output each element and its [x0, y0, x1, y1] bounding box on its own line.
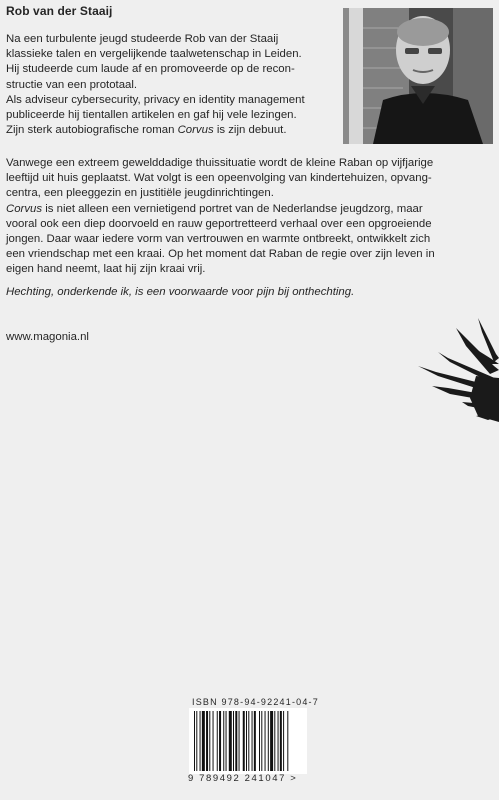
- author-name: Rob van der Staaij: [6, 4, 113, 18]
- author-portrait-image: [343, 8, 493, 144]
- barcode: [189, 708, 307, 774]
- blurb-paragraph: [6, 156, 491, 278]
- bio-paragraph-2: [6, 93, 334, 139]
- book-title: Corvus: [177, 124, 214, 137]
- barcode-bars: [194, 711, 302, 771]
- blurb-line: Vanwege een extreem gewelddadige thuissituatie wordt de kleine Raban op vijfjarige: [6, 157, 434, 169]
- blurb-line: vooral ook een diep doorvoeld en rauw geportretteerd verhaal over een opgroeiende: [6, 217, 432, 230]
- blurb-line: eigen hand neemt, laat hij zijn kraai vrij.: [6, 263, 206, 276]
- isbn-label: ISBN 978-94-92241-04-7: [192, 697, 319, 707]
- crow-feather-illustration: [378, 318, 499, 428]
- bio-paragraph-1: [6, 32, 334, 93]
- bio-line: Als adviseur cybersecurity, privacy en identity management: [6, 93, 305, 106]
- author-bio: [6, 32, 334, 138]
- book-title: Corvus: [6, 202, 43, 215]
- blurb-line: is niet alleen een vernietigend portret van de Nederlandse jeugdzorg, maar: [42, 202, 423, 215]
- bio-line: publiceerde hij tientallen artikelen en gaf hij vele lezingen.: [6, 109, 297, 122]
- barcode-digits: 9 789492 241047 >: [188, 773, 298, 784]
- website-link[interactable]: www.magonia.nl: [6, 331, 89, 343]
- bio-line-post: is zijn debuut.: [213, 124, 287, 137]
- bio-line-pre: Zijn sterk autobiografische roman: [6, 124, 178, 137]
- blurb-line: jongen. Daar waar iedere vorm van vertrouwen en warmte ontbreekt, ontwikkelt zich: [6, 233, 431, 246]
- quote: Hechting, onderkende ik, is een voorwaarde voor pijn bij onthechting.: [6, 286, 355, 298]
- bio-line: structie van een prototaal.: [6, 78, 138, 91]
- book-blurb: [6, 156, 491, 278]
- blurb-line: een vriendschap met een kraai. Op het moment dat Raban de regie over zijn leven in: [6, 248, 435, 261]
- bio-line: Na een turbulente jeugd studeerde Rob van der Staaij: [6, 33, 279, 45]
- bio-line: klassieke talen en vergelijkende taalwetenschap in Leiden.: [6, 48, 302, 61]
- blurb-line: centra, een pleeggezin en justitiële jeugdinrichtingen.: [6, 187, 274, 200]
- bio-line: Hij studeerde cum laude af en promoveerde op de recon-: [6, 63, 295, 76]
- author-photo: [343, 8, 493, 144]
- blurb-line: leeftijd uit huis geplaatst. Wat volgt is een opeenvolging van kindertehuizen, opvang-: [6, 172, 432, 185]
